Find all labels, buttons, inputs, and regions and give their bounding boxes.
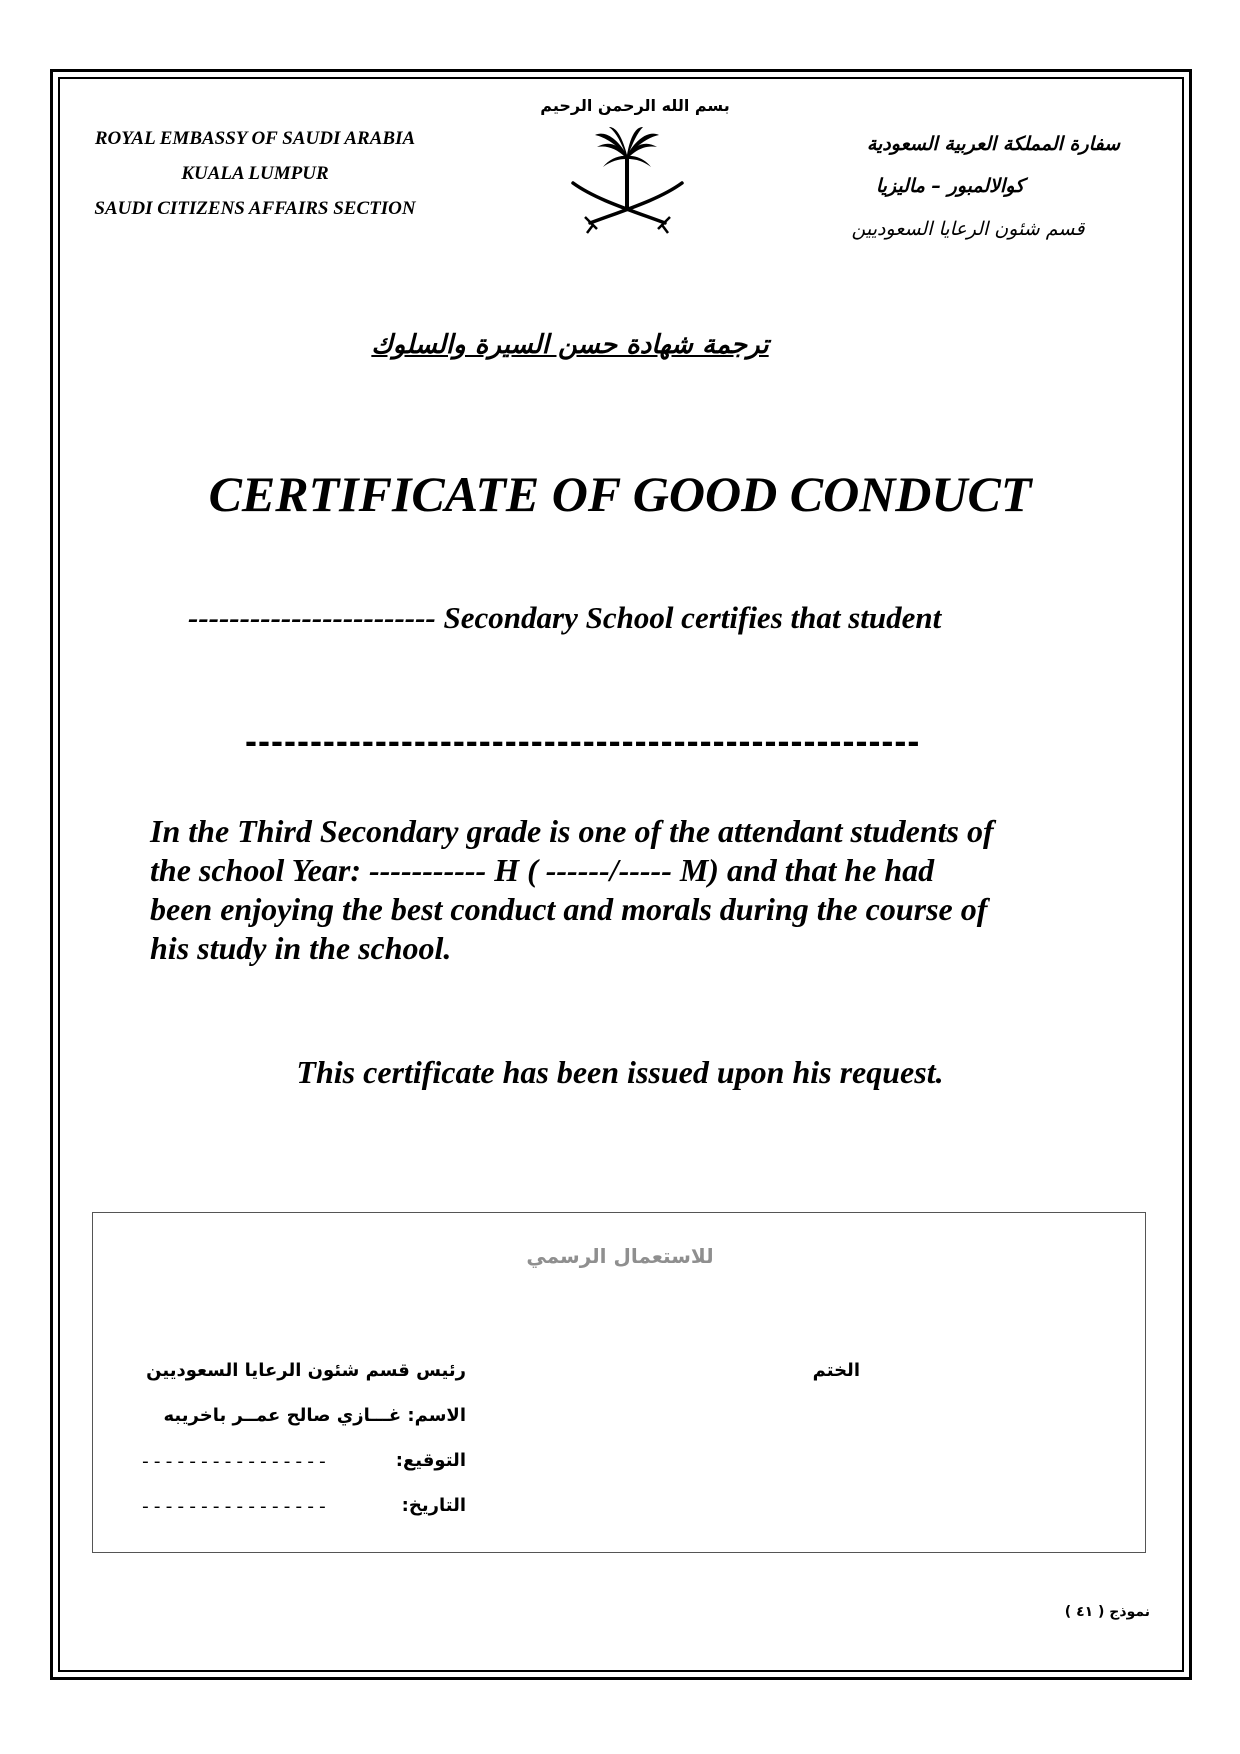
bismillah: بسم الله الرحمن الرحيم [540, 96, 730, 115]
body-paragraph [150, 812, 1110, 968]
school-certifies-line: ------------------------ Secondary School certifies that student [188, 600, 942, 635]
title-english: CERTIFICATE OF GOOD CONDUCT [208, 466, 1032, 522]
city-ar: كوالالمبور – ماليزيا [875, 175, 1025, 197]
embassy-name-en: ROYAL EMBASSY OF SAUDI ARABIA [94, 128, 416, 149]
student-name-blank: ---------------------------------------------------- [245, 720, 921, 761]
signature-blank: ---------------- [140, 1453, 329, 1473]
official-use-heading: للاستعمال الرسمي [526, 1244, 714, 1268]
embassy-name-ar: سفارة المملكة العربية السعودية [866, 133, 1120, 155]
title-arabic: ترجمة شهادة حسن السيرة والسلوك [371, 330, 769, 360]
palm-swords-emblem-icon [565, 125, 690, 240]
body-line: the school Year: ----------- H ( ------/----- M) and that he had [150, 852, 935, 888]
section-head-title: رئيس قسم شئون الرعايا السعوديين [146, 1360, 466, 1381]
body-line: In the Third Secondary grade is one of the attendant students of [150, 813, 994, 849]
city-en: KUALA LUMPUR [181, 163, 329, 184]
body-line: been enjoying the best conduct and morals during the course of [150, 891, 988, 927]
issued-statement: This certificate has been issued upon his request. [296, 1054, 944, 1090]
stamp-label: الختم [812, 1360, 860, 1381]
body-line: his study in the school. [150, 930, 452, 966]
date-label: التاريخ: [401, 1495, 466, 1516]
section-ar: قسم شئون الرعايا السعوديين [851, 218, 1085, 240]
section-en: SAUDI CITIZENS AFFAIRS SECTION [94, 198, 416, 219]
date-blank: ---------------- [140, 1498, 329, 1518]
form-number: نموذج ( ٤١ ) [1064, 1604, 1150, 1620]
signature-label: التوقيع: [395, 1450, 466, 1471]
official-name: الاسم: غـــازي صالح عمــر باخريبه [163, 1405, 466, 1426]
